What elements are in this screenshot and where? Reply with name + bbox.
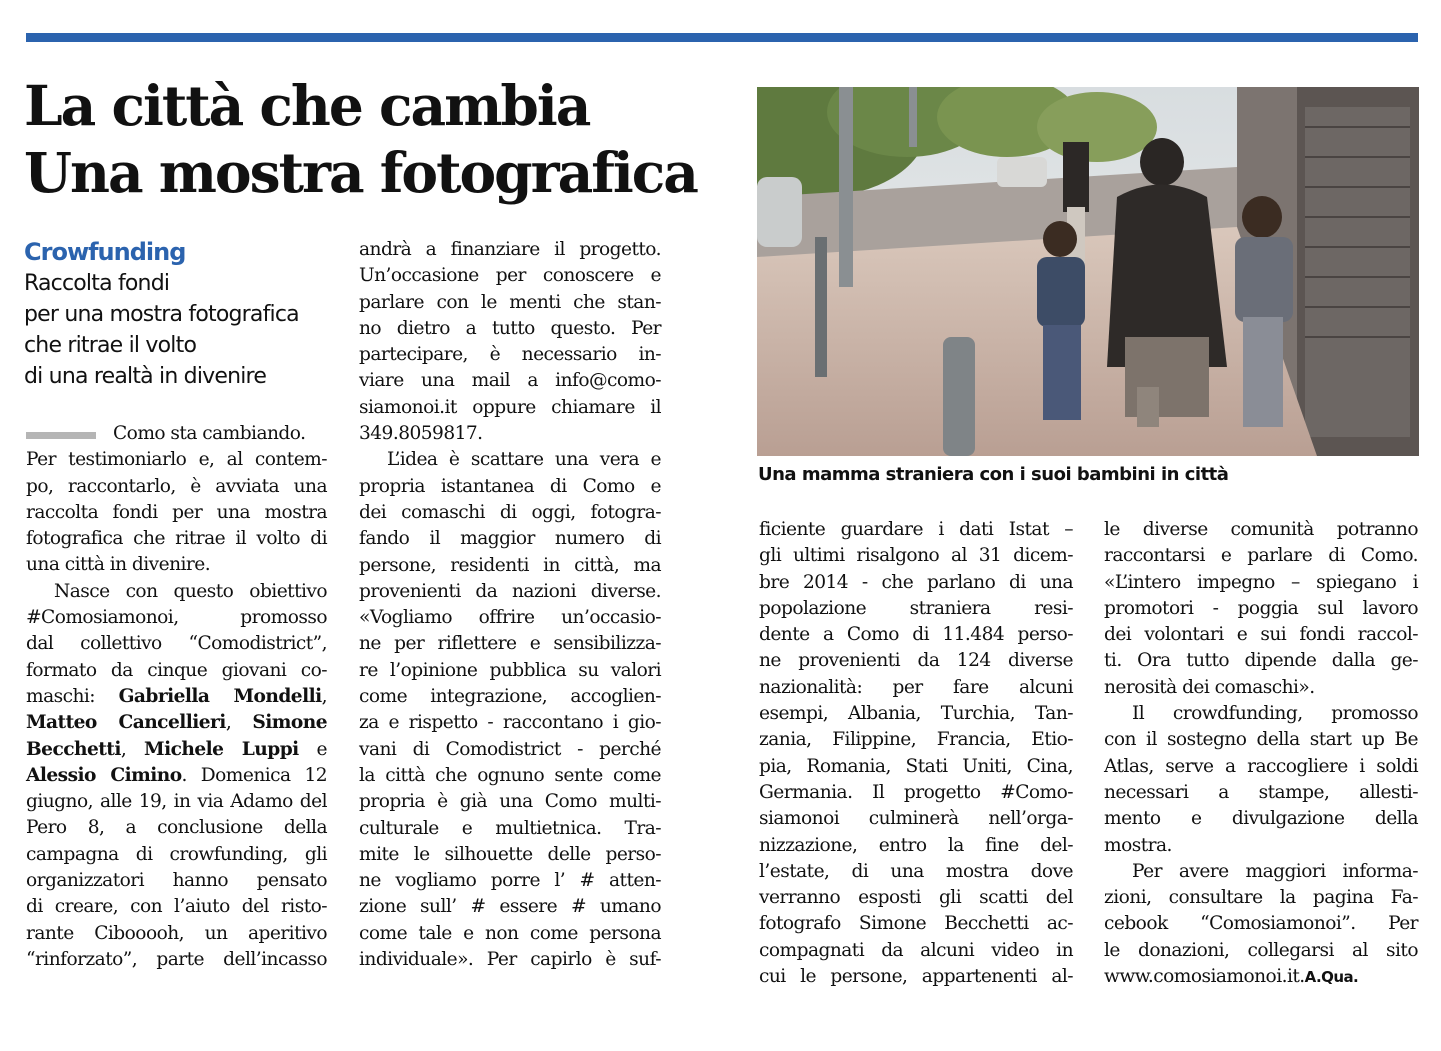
text-run: , — [321, 685, 328, 707]
text-line: zione sull’ # essere # umano — [359, 896, 661, 918]
text-line: come tale e non come persona — [359, 922, 661, 944]
text-line: no dietro a tutto questo. Per — [359, 317, 661, 339]
text-line: l’estate, di una mostra dove — [759, 860, 1073, 882]
text-line: L’idea è scattare una vera e — [387, 449, 661, 471]
street-scene-image — [757, 87, 1419, 456]
kicker: Crowfunding — [24, 238, 186, 266]
text-line: za e rispetto - raccontano i gio- — [359, 712, 661, 734]
text-line: propria istantanea di Como e — [359, 475, 661, 497]
deck-line: che ritrae il volto — [24, 333, 197, 358]
text-line: mento e divulgazione della — [1104, 808, 1418, 830]
text-line: raccolta fondi per una mostra — [26, 501, 327, 523]
text-line: nizzazione, entro la fine del- — [759, 834, 1073, 856]
text-line: zania, Filippine, Francia, Etio- — [759, 729, 1073, 751]
text-line: di creare, con l’aiuto del risto- — [26, 896, 327, 918]
member-name: Matteo Cancellieri — [26, 712, 226, 734]
text-line: persone, residenti in città, ma — [359, 554, 661, 576]
text-line: siamonoi.it oppure chiamare il — [359, 396, 661, 418]
member-name: Michele Luppi — [144, 738, 299, 760]
text-line: nerosità dei comaschi». — [1104, 676, 1315, 698]
text-line: ficiente guardare i dati Istat – — [759, 519, 1073, 540]
text-line — [26, 763, 327, 789]
body-column-1 — [26, 421, 327, 973]
text-line: la città che ognuno sente come — [359, 764, 661, 786]
text-line: partecipare, è necessario in- — [359, 344, 661, 366]
member-name: Simone — [252, 712, 327, 734]
text-line: dei volontari e sui fondi raccol- — [1104, 624, 1418, 646]
text-line: gli ultimi risalgono al 31 dicem- — [759, 545, 1073, 567]
text-line: promotori - poggia sul lavoro — [1104, 597, 1418, 619]
text-line: Nasce con questo obiettivo — [54, 580, 327, 602]
text-line: 349.8059817. — [359, 423, 483, 445]
text-line: Il crowdfunding, promosso — [1132, 703, 1418, 725]
text-line: individuale». Per capirlo è suf- — [359, 949, 661, 971]
paragraph — [26, 421, 327, 579]
text-line: organizzatori hanno pensato — [26, 870, 327, 892]
headline-line-2: Una mostra fotografica — [24, 140, 697, 205]
deck-line: per una mostra fotografica — [24, 302, 299, 327]
text-line: Per avere maggiori informa- — [1132, 860, 1418, 882]
text-line: vani di Comodistrict - perché — [359, 738, 661, 760]
text-line: una città in divenire. — [26, 554, 211, 576]
text-line: cebook “Comosiamonoi”. Per — [1104, 913, 1418, 935]
text-line — [26, 684, 327, 710]
text-line: le donazioni, collegarsi al sito — [1104, 939, 1418, 961]
text-line: dei comaschi di oggi, fotogra- — [359, 501, 661, 523]
text-line: andrà a finanziare il progetto. — [359, 239, 661, 260]
body-column-4 — [1104, 517, 1418, 990]
article-photo — [757, 87, 1419, 456]
text-line: rante Cibooooh, un aperitivo — [26, 922, 327, 944]
text-line: parlare con le menti che stan- — [359, 291, 661, 313]
website-link[interactable]: www.comosiamonoi.it. — [1104, 966, 1305, 988]
text-line: Como sta cambiando. — [113, 423, 306, 444]
text-line — [26, 737, 327, 763]
paragraph — [759, 517, 1073, 990]
text-line: siamonoi culminerà nell’orga- — [759, 808, 1073, 830]
paragraph — [359, 447, 661, 973]
text-line — [26, 710, 327, 736]
top-accent-bar — [26, 33, 1418, 42]
text-line: necessari a stampe, allesti- — [1104, 781, 1418, 803]
text-line: ti. Ora tutto dipende dalla ge- — [1104, 650, 1418, 672]
text-run: , — [225, 712, 232, 734]
text-line: propria è già una Como multi- — [359, 791, 661, 813]
body-column-2 — [359, 237, 661, 973]
text-line: esempi, Albania, Turchia, Tan- — [759, 703, 1073, 725]
text-line: zioni, consultare la pagina Fa- — [1104, 887, 1418, 909]
text-line: fotografica che ritrae il volto di — [26, 528, 327, 550]
paragraph — [359, 237, 661, 447]
text-line: Atlas, serve a raccogliere i soldi — [1104, 755, 1418, 777]
text-run: , — [120, 738, 127, 760]
member-name: Alessio Cimino — [26, 764, 182, 786]
text-line: provenienti da nazioni diverse. — [359, 580, 661, 602]
author-signature: A.Qua. — [1304, 968, 1359, 987]
text-line: ne per riflettere e sensibilizza- — [359, 633, 661, 655]
text-line: compagnati da alcuni video in — [759, 939, 1073, 961]
text-run: maschi: — [26, 685, 119, 707]
text-line: mite le silhouette delle perso- — [359, 843, 661, 865]
paragraph — [1104, 517, 1418, 701]
text-line: «Vogliamo offrire un’occasio- — [359, 607, 661, 629]
deck-line: di una realtà in divenire — [24, 364, 267, 389]
text-line: re l’opinione pubblica su valori — [359, 659, 661, 681]
text-line: dal collettivo “Comodistrict”, — [26, 633, 327, 655]
text-line: viare una mail a info@como- — [359, 370, 661, 392]
member-name: Becchetti — [26, 738, 121, 760]
text-line: ne provenienti da 124 diverse — [759, 650, 1073, 672]
text-line: come integrazione, accoglien- — [359, 686, 661, 708]
photo-caption: Una mamma straniera con i suoi bambini in città — [758, 464, 1229, 485]
text-line: Germania. Il progetto #Como- — [759, 781, 1073, 803]
paragraph — [1104, 859, 1418, 990]
text-line: “rinforzato”, parte dell’incasso — [26, 948, 327, 970]
text-line: «L’intero impegno – spiegano i — [1104, 571, 1418, 593]
text-line: popolazione straniera resi- — [759, 597, 1073, 619]
headline-line-1: La città che cambia — [24, 73, 590, 138]
body-column-3 — [759, 517, 1073, 990]
text-line: fotografo Simone Becchetti ac- — [759, 913, 1073, 935]
deck-line: Raccolta fondi — [24, 271, 170, 296]
text-line: #Comosiamonoi, promosso — [26, 607, 327, 629]
text-line: Pero 8, a conclusione della — [26, 817, 327, 839]
headline — [24, 72, 724, 206]
deck — [24, 268, 344, 392]
text-line: mostra. — [1104, 834, 1172, 856]
text-line: fando il maggior numero di — [359, 528, 661, 550]
text-line: le diverse comunità potranno — [1104, 519, 1418, 540]
text-line: pia, Romania, Stati Uniti, Cina, — [759, 755, 1073, 777]
text-line: po, raccontarlo, è avviata una — [26, 475, 327, 497]
text-run: . Domenica 12 — [181, 764, 327, 786]
text-line: dente a Como di 11.484 perso- — [759, 624, 1073, 646]
text-line — [1104, 964, 1418, 990]
text-line: verranno esposti gli scatti del — [759, 887, 1073, 909]
text-line: formato da cinque giovani co- — [26, 659, 327, 681]
text-line: nazionalità: per fare alcuni — [759, 676, 1073, 698]
text-run: e — [298, 738, 327, 760]
text-line: Per testimoniarlo e, al contem- — [26, 449, 327, 471]
text-line: ne vogliamo porre l’ # atten- — [359, 870, 661, 892]
paragraph — [1104, 701, 1418, 859]
text-line: Un’occasione per conoscere e — [359, 265, 661, 287]
text-line: cui le persone, appartenenti al- — [759, 966, 1073, 988]
text-line: giugno, alle 19, in via Adamo del — [26, 791, 327, 813]
text-line: con il sostegno della start up Be — [1104, 729, 1418, 751]
text-line: raccontarsi e parlare di Como. — [1104, 545, 1418, 567]
text-line: campagna di crowfunding, gli — [26, 843, 327, 865]
member-name: Gabriella Mondelli — [118, 685, 322, 707]
text-line: culturale e multietnica. Tra- — [359, 817, 661, 839]
paragraph — [26, 579, 327, 973]
text-line: bre 2014 - che parlano di una — [759, 571, 1073, 593]
